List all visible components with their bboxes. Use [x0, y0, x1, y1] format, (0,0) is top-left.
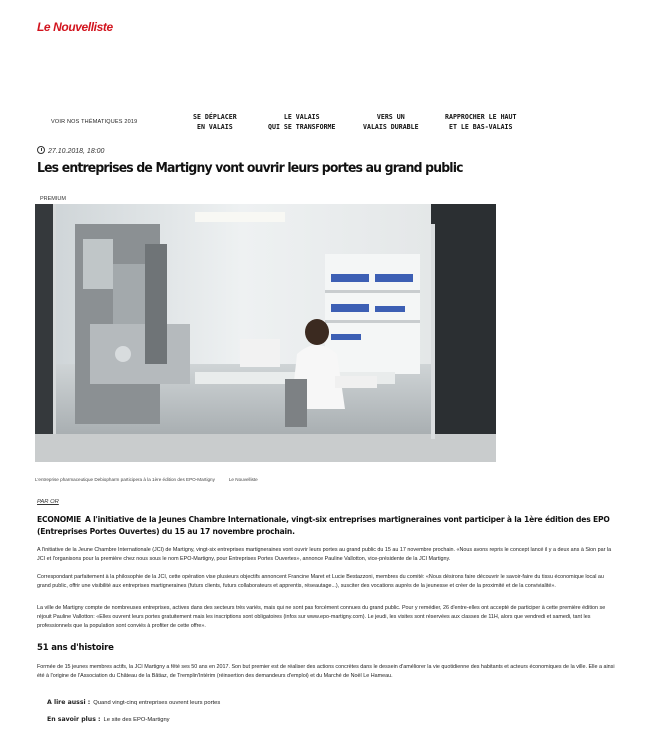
article-date	[37, 146, 104, 155]
photo-caption	[35, 477, 258, 482]
article-paragraph: A l'initiative de la Jeune Chambre Internationale (JCI) de Martigny, vingt-six entreprises martigneraines vont ouvrir leurs portes au grand public du 15 au 17 novembre prochain. «Nous avons repris le concept lancé il y a deux ans à Sion par la JCI et l'organisons pour la première chez nous sous le nom EPO-Martigny, pour Entreprises Portes Ouvertes», annonce Pauline Vallotton, vice-présidente de la JCI Martigny.	[37, 547, 612, 562]
nav-item-valais-durable[interactable]: VERS UN VALAIS DURABLE	[363, 113, 419, 131]
premium-label: PREMIUM	[40, 196, 66, 202]
thematic-nav	[0, 113, 650, 139]
nav-item-se-deplacer[interactable]: SE DÉPLACER EN VALAIS	[193, 113, 237, 131]
article-title: Les entreprises de Martigny vont ouvrir leurs portes au grand public	[37, 160, 463, 176]
article-lead-text: A l'initiative de la Jeunes Chambre Internationale, vingt-six entreprises martigneraines vont participer à la 1ère édition des EPO (Entreprises Portes Ouvertes) du 15 au 17 novembre prochain.	[37, 515, 610, 536]
learn-more-label: En savoir plus :	[47, 716, 101, 723]
learn-more	[47, 716, 170, 723]
nav-item-valais-transforme[interactable]: LE VALAIS QUI SE TRANSFORME	[268, 113, 336, 131]
article-photo[interactable]	[35, 204, 496, 462]
article-paragraph: Correspondant parfaitement à la philosophie de la JCI, cette opération vise plusieurs objectifs annoncent Francine Maret et Lucie Bestazzoni, membres du comité: «Nous désirons faire découvrir le savoir-faire du tissu économique local au grand public, offrir une visibilité aux entreprises martigneraines (futurs clients, futurs collaborateurs et apprentis, réseautage...), susciter des vocations auprès de la jeunesse et créer de la proximité et de la convivialité».	[37, 574, 604, 589]
lab-photo-illustration	[35, 204, 496, 462]
learn-more-link[interactable]: Le site des EPO-Martigny	[103, 717, 170, 723]
photo-credit: Le Nouvelliste	[228, 477, 258, 482]
article-byline[interactable]: PAR OR	[37, 499, 59, 505]
article-subheading: 51 ans d'histoire	[37, 643, 114, 653]
article-paragraph: Formée de 15 jeunes membres actifs, la JCI Martigny a fêté ses 50 ans en 2017. Son but premier est de réaliser des actions concrètes dans le dessein d'améliorer la vie quotidienne des habitants et acteurs économiques de la ville. Elle a ainsi été à l'origine de l'Association du Château de la Bâtiaz, de Tremplin'Intérim (réinsertion des demandeurs d'emploi) et du Marché de Noël Le Hameau.	[37, 664, 615, 679]
clock-icon	[37, 146, 45, 154]
photo-caption-text: L'entreprise pharmaceutique Debiopharm participera à la 1ère édition des EPO-Martigny	[35, 477, 215, 482]
nav-themes-label[interactable]: VOIR NOS THÉMATIQUES 2019	[51, 119, 138, 125]
article-paragraph: La ville de Martigny compte de nombreuses entreprises, actives dans des secteurs très variés, mais qui ne sont pas forcément connues du grand public. Pour y remédier, 26 d'entre-elles ont accepté de participer à cette première édition se réjouit Pauline Vallotton: «Elles ouvrent leurs portes gratuitement mais les inscriptions sont obligatoires (infos sur www.epo-martigny.com). Le jeudi, les visites sont réservées aux classes de 11H, alors que vendredi et samedi, tant les professionnels que la population sont conviés à profiter de cette offre».	[37, 605, 606, 629]
nav-item-haut-bas-valais[interactable]: RAPPROCHER LE HAUT ET LE BAS-VALAIS	[445, 113, 517, 131]
article-date-text: 27.10.2018, 18:00	[48, 148, 105, 155]
read-also-link[interactable]: Quand vingt-cinq entreprises ouvrent leurs portes	[93, 700, 221, 706]
site-logo[interactable]: Le Nouvelliste	[37, 20, 113, 34]
read-also	[47, 699, 220, 706]
article-lead	[37, 514, 617, 538]
read-also-label: A lire aussi :	[47, 699, 91, 706]
category-tag[interactable]: ECONOMIE	[37, 515, 81, 524]
